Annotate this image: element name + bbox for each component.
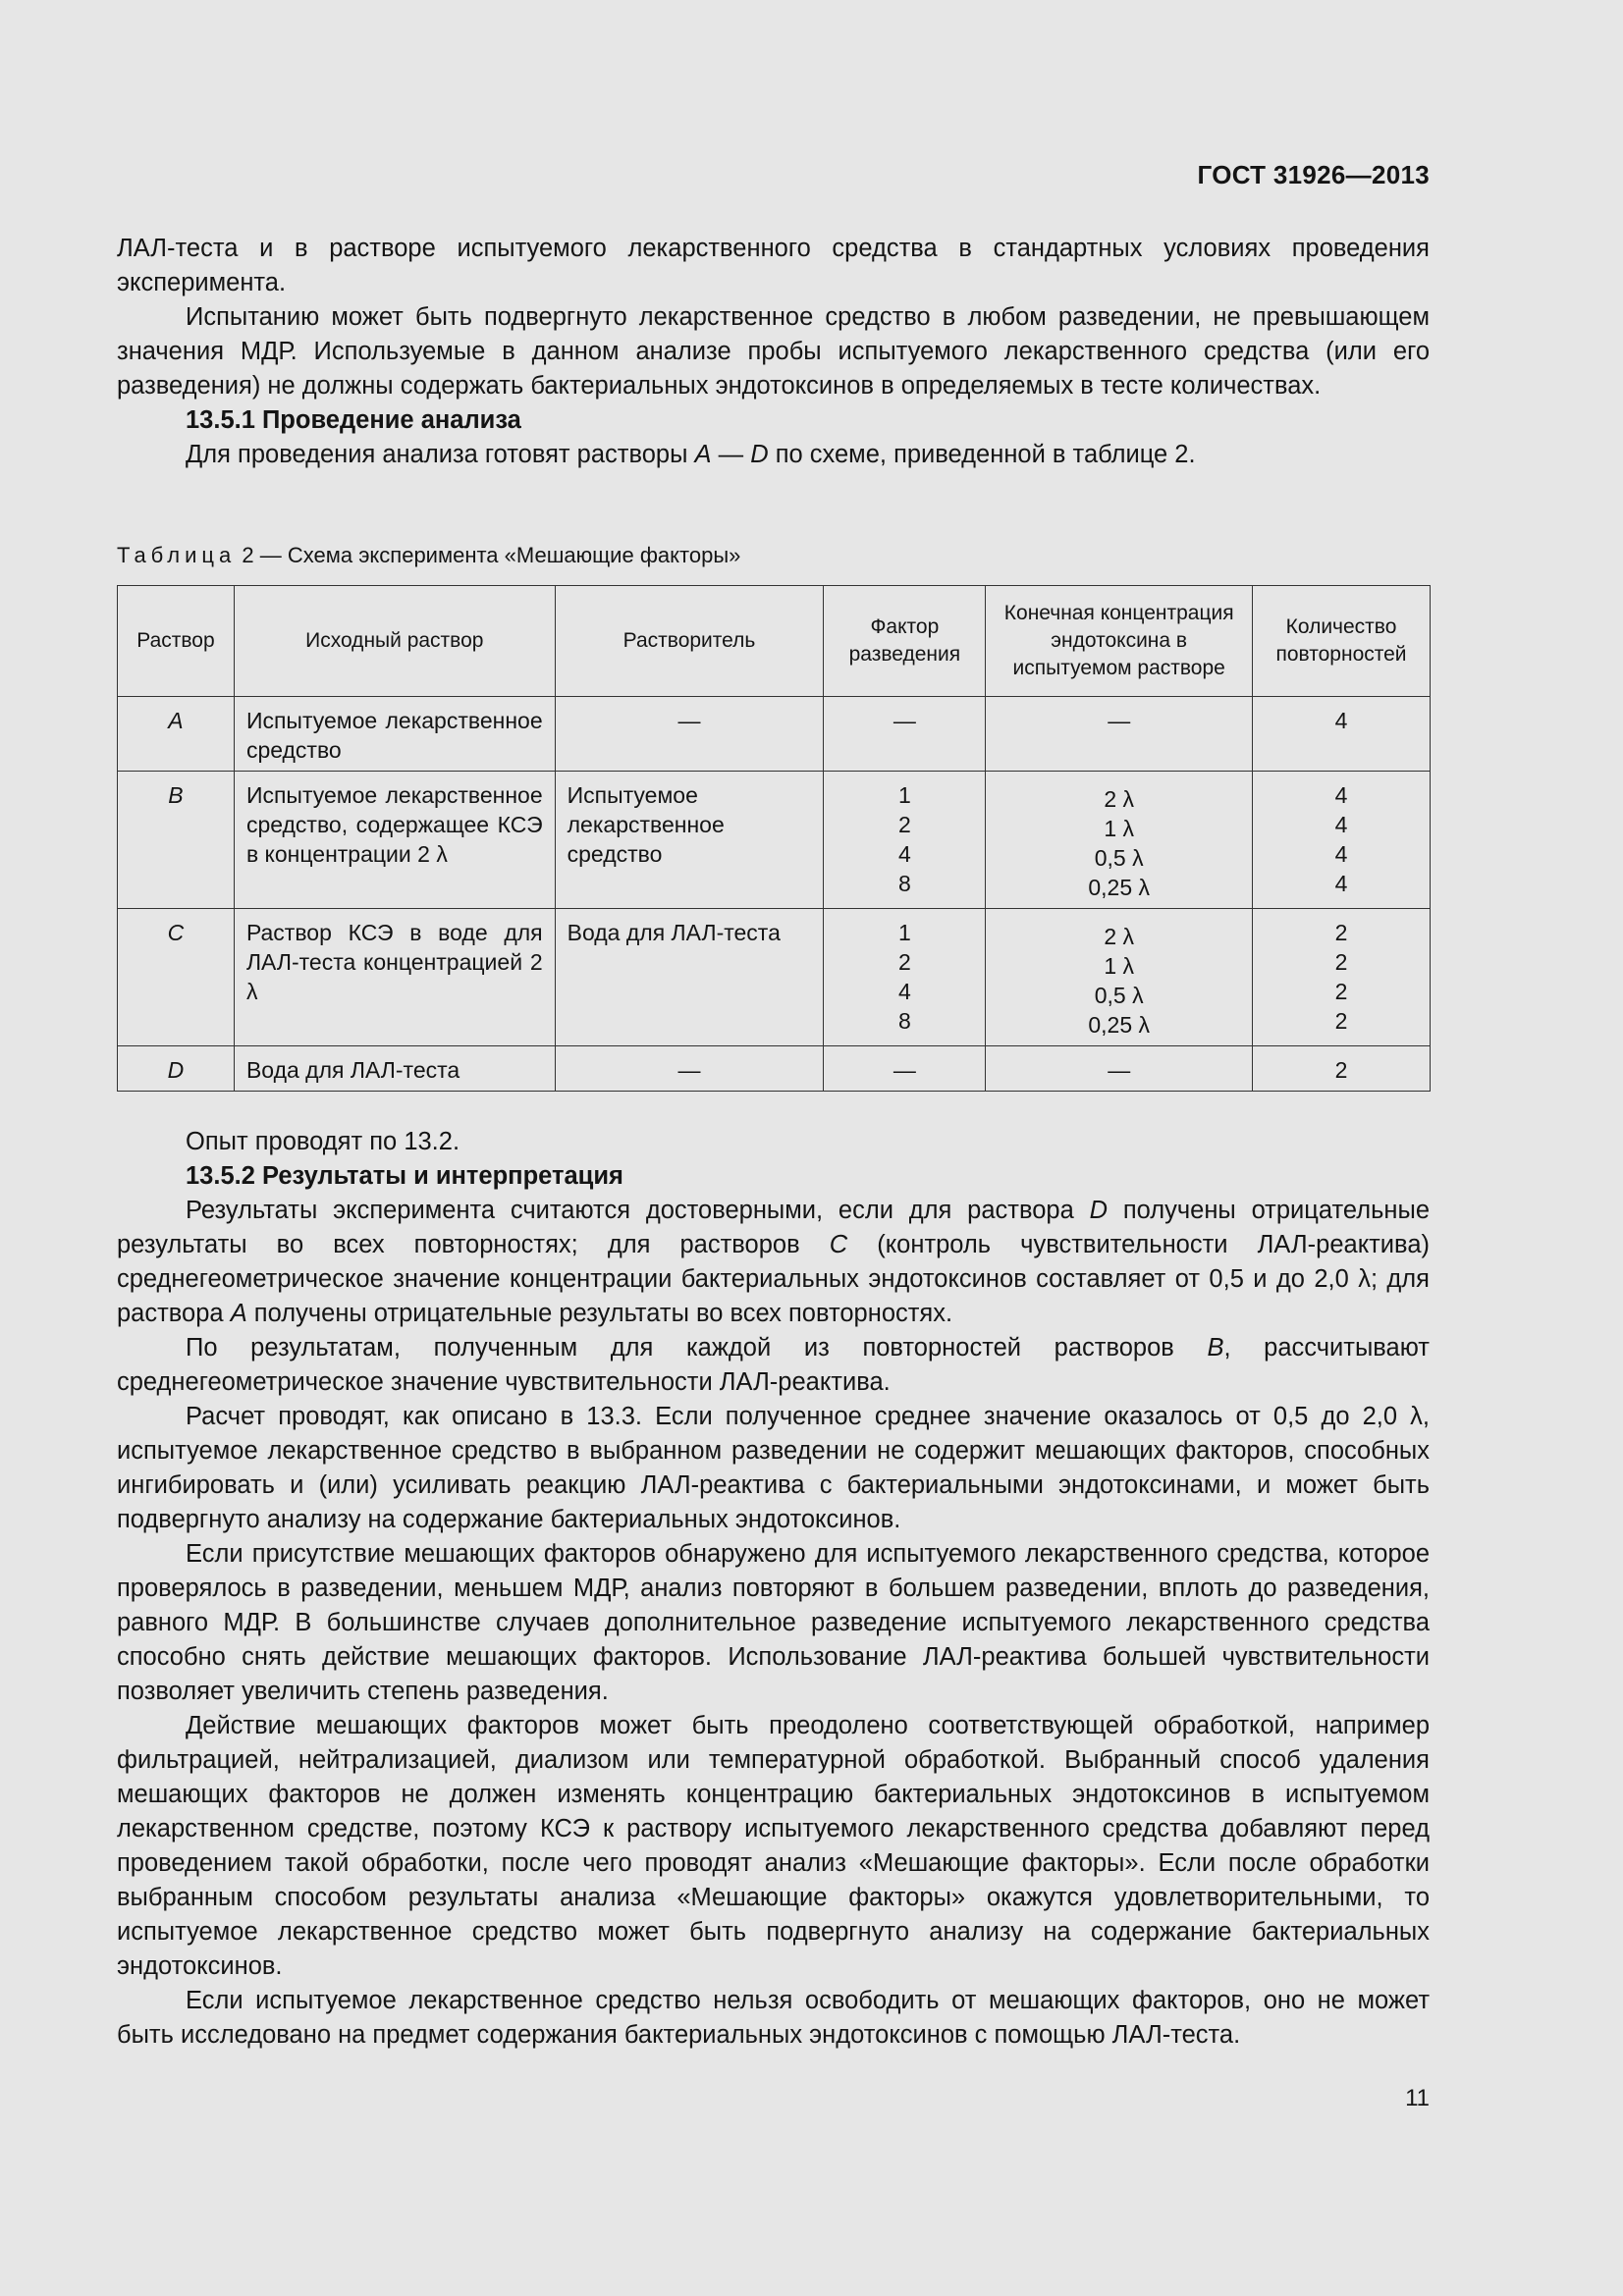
- solution-var-d: D: [750, 441, 769, 468]
- text-fragment: По результатам, полученным для каждой из повторностей растворов: [186, 1334, 1208, 1362]
- concentration-value: 2 λ: [1104, 786, 1135, 812]
- cell-source: Испытуемое лекарственное средство, содержащее КСЭ в концентрации 2 λ: [234, 772, 555, 909]
- cell-factors: [824, 909, 986, 1046]
- concentration-value: 1 λ: [1104, 953, 1135, 979]
- concentration-value: 0,5 λ: [1094, 845, 1144, 871]
- solution-var-a: A: [694, 441, 712, 468]
- repeats-value: 2: [1334, 979, 1348, 1004]
- text-fragment: получены отрицательные результаты во всех повторностях; для растворов: [117, 1197, 1431, 1258]
- factor-value: 8: [897, 1008, 911, 1034]
- cell-concentration: —: [986, 1046, 1253, 1092]
- results-paragraph-6: Если испытуемое лекарственное средство нельзя освободить от мешающих факторов, оно не может быть исследовано на предмет содержания бактериальных эндотоксинов с помощью ЛАЛ-теста.: [117, 1987, 1430, 2049]
- table-row: [118, 697, 1431, 772]
- cell-solvent: —: [555, 697, 824, 772]
- text-fragment: Для проведения анализа готовят растворы: [186, 441, 695, 468]
- solution-var-a: A: [230, 1300, 247, 1327]
- factor-value: 4: [897, 841, 911, 867]
- results-paragraph-3: Расчет проводят, как описано в 13.3. Если полученное среднее значение оказалось от 0,5 до 2,0 λ, испытуемое лекарственное средство в выбранном разведении не содержит мешающих факторов, способных ингибировать и (или) усиливать реакцию ЛАЛ-реактива с бактериальными эндотоксинами, и может быть подвергнуто анализу на содержание бактериальных эндотоксинов.: [117, 1403, 1430, 1533]
- cell-solvent: —: [555, 1046, 824, 1092]
- cell-solution: A: [118, 697, 235, 772]
- table-row: [118, 909, 1431, 1046]
- table-row: [118, 772, 1431, 909]
- table-row: [118, 1046, 1431, 1092]
- experiment-note: Опыт проводят по 13.2.: [186, 1128, 460, 1155]
- concentration-value: 1 λ: [1104, 816, 1135, 841]
- repeats-value: 4: [1334, 871, 1348, 896]
- cell-solvent: Вода для ЛАЛ-теста: [555, 909, 824, 1046]
- repeats-value: 4: [1334, 782, 1348, 808]
- factor-value: 4: [897, 979, 911, 1004]
- concentration-value: 0,25 λ: [1088, 875, 1151, 900]
- table-caption-label: Таблица: [117, 543, 237, 567]
- section-heading-13-5-2: 13.5.2 Результаты и интерпретация: [186, 1162, 623, 1190]
- intro-paragraph-1: ЛАЛ-теста и в растворе испытуемого лекарственного средства в стандартных условиях проведения эксперимента.: [117, 235, 1430, 296]
- solution-var-c: C: [829, 1231, 848, 1258]
- repeats-value: 4: [1334, 841, 1348, 867]
- repeats-value: 2: [1334, 920, 1348, 945]
- concentration-value: 2 λ: [1104, 924, 1135, 949]
- results-block: [117, 1125, 1430, 2053]
- factor-value: 1: [897, 920, 911, 945]
- experiment-scheme-table: [117, 585, 1431, 1092]
- factor-value: 2: [897, 949, 911, 975]
- text-fragment: по схеме, приведенной в таблице 2.: [768, 441, 1196, 468]
- header-repeats: Количество повторностей: [1253, 586, 1431, 697]
- text-fragment: (контроль чувствительности ЛАЛ-реактива) среднегеометрическое значение концентрации бактериальных эндотоксинов составляет от 0,5 и до 2,0 λ; для раствора: [117, 1231, 1430, 1327]
- intro-paragraph-2: Испытанию может быть подвергнуто лекарственное средство в любом разведении, не превышающем значения МДР. Используемые в данном анализе пробы испытуемого лекарственного средства (или его разведения) не должны содержать бактериальных эндотоксинов в определяемых в тесте количествах.: [117, 303, 1430, 400]
- document-id: ГОСТ 31926—2013: [1197, 160, 1430, 189]
- text-fragment: —: [711, 441, 751, 468]
- cell-solvent: Испытуемое лекарственное средство: [555, 772, 824, 909]
- factor-value: 1: [897, 782, 911, 808]
- repeats-value: 2: [1334, 949, 1348, 975]
- factor-value: 2: [897, 812, 911, 837]
- cell-repeats: 2: [1253, 1046, 1431, 1092]
- page-number: 11: [1405, 2085, 1430, 2111]
- header-source: Исходный раствор: [234, 586, 555, 697]
- intro-block: [117, 232, 1430, 472]
- cell-factor: —: [824, 697, 986, 772]
- cell-solution: B: [118, 772, 235, 909]
- repeats-value: 4: [1334, 812, 1348, 837]
- results-paragraph-5: Действие мешающих факторов может быть преодолено соответствующей обработкой, например фильтрацией, нейтрализацией, диализом или температурной обработкой. Выбранный способ удаления мешающих факторов не должен изменять концентрацию бактериальных эндотоксинов в испытуемом лекарственном средстве, поэтому КСЭ к раствору испытуемого лекарственного средства добавляют перед проведением такой обработки, после чего проводят анализ «Мешающие факторы». Если после обработки выбранным способом результаты анализа «Мешающие факторы» окажутся удовлетворительными, то испытуемое лекарственное средство может быть подвергнуто анализу на содержание бактериальных эндотоксинов.: [117, 1712, 1430, 1980]
- header-dilution-factor: Фактор разведения: [824, 586, 986, 697]
- text-fragment: Результаты эксперимента считаются достоверными, если для раствора: [186, 1197, 1090, 1224]
- section-13-5-1-text: [117, 438, 1430, 472]
- table-caption-text: 2 — Схема эксперимента «Мешающие факторы»: [242, 543, 741, 567]
- cell-factors: [824, 772, 986, 909]
- section-heading-13-5-1: 13.5.1 Проведение анализа: [186, 406, 521, 434]
- repeats-value: 2: [1334, 1008, 1348, 1034]
- solution-var-d: D: [1089, 1197, 1108, 1224]
- concentration-value: 0,25 λ: [1088, 1012, 1151, 1038]
- cell-solution: C: [118, 909, 235, 1046]
- cell-repeats: 4: [1253, 697, 1431, 772]
- cell-source: Раствор КСЭ в воде для ЛАЛ-теста концентрацией 2 λ: [234, 909, 555, 1046]
- header-solvent: Растворитель: [555, 586, 824, 697]
- text-fragment: , рассчитывают среднегеометрическое значение чувствительности ЛАЛ-реактива.: [117, 1334, 1430, 1396]
- cell-concentrations: [986, 772, 1253, 909]
- cell-concentrations: [986, 909, 1253, 1046]
- text-fragment: получены отрицательные результаты во всех повторностях.: [246, 1300, 953, 1327]
- cell-factor: —: [824, 1046, 986, 1092]
- table-caption: [117, 541, 740, 570]
- table-header-row: [118, 586, 1431, 697]
- header-final-concentration: Конечная концентрация эндотоксина в испытуемом растворе: [986, 586, 1253, 697]
- cell-solution: D: [118, 1046, 235, 1092]
- cell-repeats: [1253, 909, 1431, 1046]
- cell-source: Испытуемое лекарственное средство: [234, 697, 555, 772]
- factor-value: 8: [897, 871, 911, 896]
- cell-repeats: [1253, 772, 1431, 909]
- solution-var-b: B: [1207, 1334, 1224, 1362]
- results-paragraph-1: [117, 1194, 1430, 1331]
- cell-concentration: —: [986, 697, 1253, 772]
- results-paragraph-2: [117, 1331, 1430, 1400]
- header-solution: Раствор: [118, 586, 235, 697]
- results-paragraph-4: Если присутствие мешающих факторов обнаружено для испытуемого лекарственного средства, которое проверялось в разведении, меньшем МДР, анализ повторяют в большем разведении, вплоть до разведения, равного МДР. В большинстве случаев дополнительное разведение испытуемого лекарственного средства способно снять действие мешающих факторов. Использование ЛАЛ-реактива большей чувствительности позволяет увеличить степень разведения.: [117, 1540, 1430, 1705]
- concentration-value: 0,5 λ: [1094, 983, 1144, 1008]
- cell-source: Вода для ЛАЛ-теста: [234, 1046, 555, 1092]
